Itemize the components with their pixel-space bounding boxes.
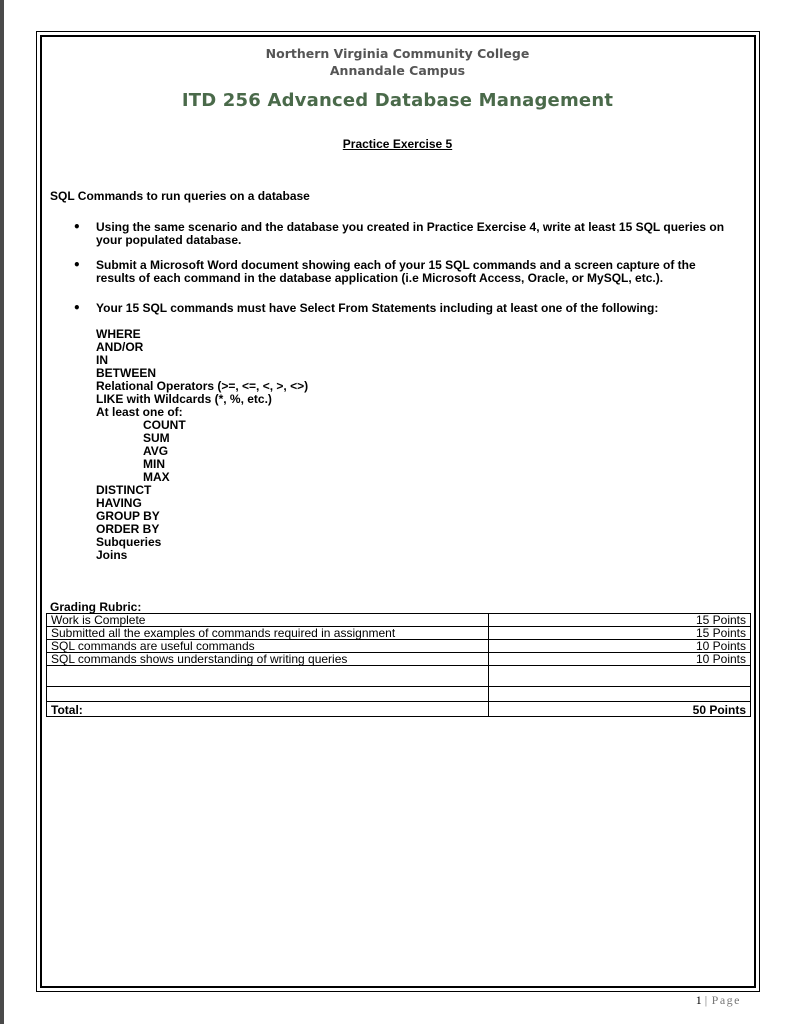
- aggregate-item: SUM: [143, 431, 170, 445]
- exercise-title: Practice Exercise 5: [342, 137, 453, 151]
- page-footer: [696, 993, 741, 1008]
- total-row: [47, 702, 751, 717]
- rubric-points: 15 Points: [489, 627, 751, 640]
- rubric-table: [46, 613, 751, 717]
- campus-name: Annandale Campus: [329, 63, 466, 78]
- sql-clause-list: [96, 328, 308, 562]
- total-label: Total:: [47, 702, 489, 717]
- bullet-item-3: [96, 302, 746, 315]
- rubric-points: 10 Points: [489, 640, 751, 653]
- list-item: LIKE with Wildcards (*, %, etc.): [96, 392, 272, 406]
- page-number: 1: [695, 993, 702, 1007]
- rubric-criterion: Work is Complete: [47, 614, 489, 627]
- list-item: IN: [96, 353, 108, 367]
- rubric-title: Grading Rubric:: [50, 600, 142, 614]
- aggregate-item: MIN: [143, 457, 165, 471]
- table-row: [47, 653, 751, 666]
- table-row: [47, 627, 751, 640]
- aggregate-item: COUNT: [143, 418, 186, 432]
- list-item: WHERE: [96, 327, 141, 341]
- bullet-line: Your 15 SQL commands must have Select From Statements including at least one of the following:: [96, 301, 659, 315]
- bullet-icon: •: [73, 220, 81, 234]
- bullet-line: results of each command in the database application (i.e Microsoft Access, Oracle, or MySQL, etc.).: [96, 271, 664, 285]
- aggregate-item: AVG: [143, 444, 169, 458]
- list-item: HAVING: [96, 496, 142, 510]
- empty-cell: [47, 666, 489, 687]
- rubric-points: 10 Points: [489, 653, 751, 666]
- list-item: AND/OR: [96, 340, 144, 354]
- bullet-item-2: [96, 259, 746, 285]
- page-separator: |: [704, 993, 709, 1007]
- bullet-line: Submit a Microsoft Word document showing each of your 15 SQL commands and a screen capture of the: [96, 258, 696, 272]
- empty-cell: [47, 687, 489, 702]
- section-title: SQL Commands to run queries on a database: [50, 189, 310, 203]
- aggregate-item: MAX: [143, 470, 170, 484]
- college-name: Northern Virginia Community College: [265, 46, 530, 61]
- table-row: [47, 666, 751, 687]
- table-row: [47, 614, 751, 627]
- list-item: Relational Operators (>=, <=, <, >, <>): [96, 379, 309, 393]
- list-item: DISTINCT: [96, 483, 152, 497]
- rubric-points: 15 Points: [489, 614, 751, 627]
- bullet-line: your populated database.: [96, 233, 242, 247]
- list-item: Subqueries: [96, 535, 162, 549]
- bullet-item-1: [96, 221, 746, 247]
- rubric-criterion: SQL commands shows understanding of writing queries: [47, 653, 489, 666]
- course-title: ITD 256 Advanced Database Management: [181, 90, 614, 111]
- table-row: [47, 687, 751, 702]
- page-label: Page: [711, 993, 741, 1007]
- bullet-line: Using the same scenario and the database you created in Practice Exercise 4, write at least 15 SQL queries on: [96, 220, 725, 234]
- list-item: ORDER BY: [96, 522, 160, 536]
- list-item: At least one of:: [96, 405, 183, 419]
- total-points: 50 Points: [489, 702, 751, 717]
- table-row: [47, 640, 751, 653]
- list-item: BETWEEN: [96, 366, 156, 380]
- rubric-criterion: Submitted all the examples of commands required in assignment: [47, 627, 489, 640]
- bullet-icon: •: [73, 301, 81, 315]
- list-item: Joins: [96, 548, 128, 562]
- window-edge: [0, 0, 4, 1024]
- empty-cell: [489, 687, 751, 702]
- bullet-icon: •: [73, 258, 81, 272]
- list-item: GROUP BY: [96, 509, 160, 523]
- empty-cell: [489, 666, 751, 687]
- rubric-criterion: SQL commands are useful commands: [47, 640, 489, 653]
